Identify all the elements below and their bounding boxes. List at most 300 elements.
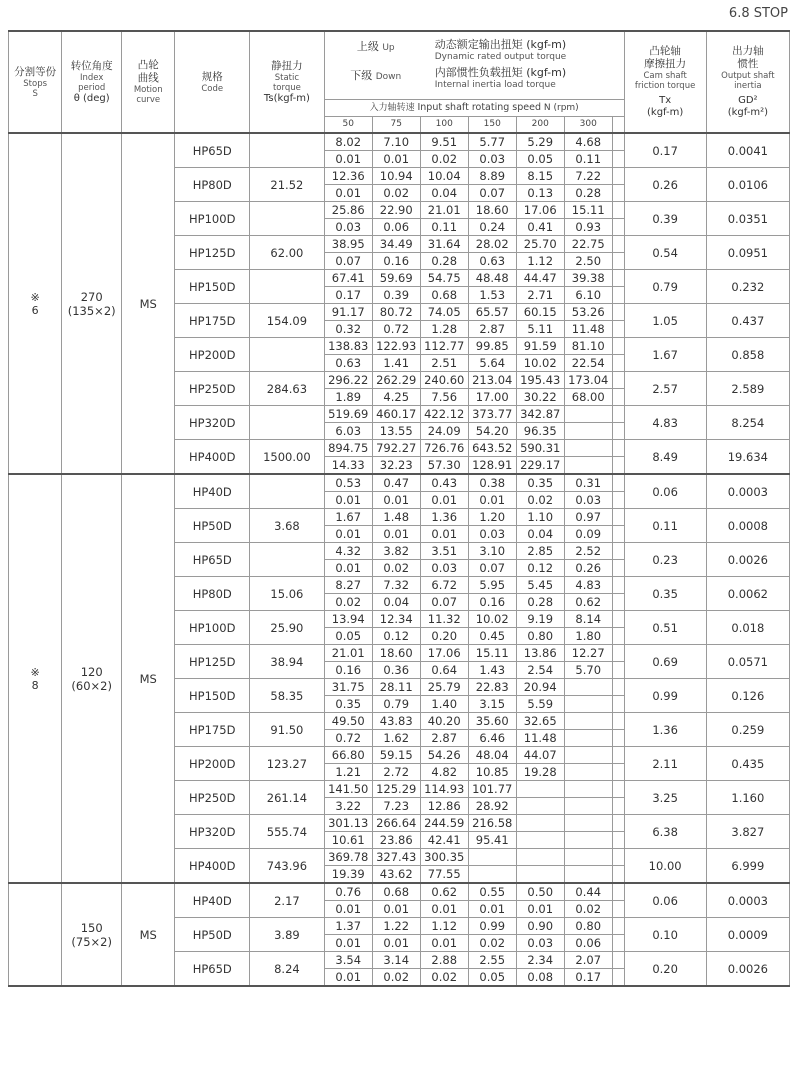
dynamic-torque-cell: 0.35 [516, 474, 564, 492]
dynamic-torque-cell: 6.72 [420, 577, 468, 594]
dynamic-torque-cell: 25.79 [420, 679, 468, 696]
code-cell: HP50D [175, 509, 250, 543]
dynamic-torque-cell: 20.94 [516, 679, 564, 696]
inertia-load-cell: 2.51 [420, 355, 468, 372]
output-inertia-cell: 2.589 [706, 372, 789, 406]
dynamic-torque-cell: 31.75 [324, 679, 372, 696]
inertia-load-cell: 2.72 [372, 764, 420, 781]
stops-value: 6 [31, 303, 39, 317]
output-inertia-cell: 0.0041 [706, 133, 789, 168]
inertia-load-cell: 0.03 [468, 151, 516, 168]
dynamic-torque-cell: 262.29 [372, 372, 420, 389]
inertia-load-cell: 0.02 [420, 151, 468, 168]
inertia-load-cell: 0.41 [516, 219, 564, 236]
friction-torque-cell: 0.26 [624, 168, 706, 202]
dynamic-torque-cell: 216.58 [468, 815, 516, 832]
dynamic-torque-cell: 53.26 [564, 304, 612, 321]
dynamic-torque-cell: 22.90 [372, 202, 420, 219]
dynamic-torque-cell [564, 440, 612, 457]
output-inertia-cell: 0.0003 [706, 474, 789, 509]
inertia-load-cell: 1.80 [564, 628, 612, 645]
speed-spacer [612, 116, 624, 133]
dynamic-torque-cell: 12.27 [564, 645, 612, 662]
inertia-load-cell: 1.43 [468, 662, 516, 679]
spacer-cell [612, 713, 624, 730]
inertia-load-cell: 2.50 [564, 253, 612, 270]
inertia-load-cell: 0.05 [324, 628, 372, 645]
inertia-load-cell: 0.62 [564, 594, 612, 611]
dynamic-torque-cell: 244.59 [420, 815, 468, 832]
angle-value: 120 [80, 664, 103, 679]
stops-cell [9, 883, 62, 986]
dynamic-torque-cell: 114.93 [420, 781, 468, 798]
dynamic-torque-cell: 39.38 [564, 270, 612, 287]
static-torque-cell: 123.27 [250, 747, 325, 781]
dynamic-torque-cell: 0.76 [324, 883, 372, 901]
dynamic-torque-cell: 0.38 [468, 474, 516, 492]
dynamic-torque-cell: 1.20 [468, 509, 516, 526]
inertia-load-cell: 1.53 [468, 287, 516, 304]
static-torque-cell: 21.52 [250, 168, 325, 202]
spacer-cell [612, 866, 624, 884]
inertia-load-cell: 128.91 [468, 457, 516, 475]
static-torque-cell [250, 270, 325, 304]
dynamic-torque-cell: 5.45 [516, 577, 564, 594]
inertia-load-cell: 43.62 [372, 866, 420, 884]
dynamic-torque-cell: 65.57 [468, 304, 516, 321]
inertia-load-cell: 95.41 [468, 832, 516, 849]
spacer-cell [612, 543, 624, 560]
dynamic-torque-cell [564, 406, 612, 423]
dynamic-torque-cell: 266.64 [372, 815, 420, 832]
angle-sub: (135×2) [67, 303, 116, 318]
dynamic-torque-cell: 38.95 [324, 236, 372, 253]
output-inertia-cell: 0.0003 [706, 883, 789, 918]
friction-torque-cell: 1.05 [624, 304, 706, 338]
dynamic-torque-cell: 2.34 [516, 952, 564, 969]
dynamic-torque-cell: 0.31 [564, 474, 612, 492]
code-cell: HP50D [175, 918, 250, 952]
static-torque-cell: 3.89 [250, 918, 325, 952]
code-cell: HP250D [175, 372, 250, 406]
inertia-load-cell: 0.02 [372, 969, 420, 987]
dynamic-torque-cell: 125.29 [372, 781, 420, 798]
table-row [9, 883, 790, 901]
code-cell: HP250D [175, 781, 250, 815]
dynamic-torque-cell: 22.75 [564, 236, 612, 253]
inertia-load-cell: 0.02 [468, 935, 516, 952]
spacer-cell [612, 133, 624, 151]
inertia-load-cell: 3.15 [468, 696, 516, 713]
table-row [9, 133, 790, 151]
inertia-load-cell: 1.21 [324, 764, 372, 781]
dynamic-torque-cell: 5.77 [468, 133, 516, 151]
dynamic-torque-cell: 35.60 [468, 713, 516, 730]
friction-torque-cell: 0.10 [624, 918, 706, 952]
dynamic-torque-cell: 54.75 [420, 270, 468, 287]
dynamic-torque-cell: 1.36 [420, 509, 468, 526]
output-inertia-cell: 19.634 [706, 440, 789, 475]
inertia-load-cell: 0.04 [516, 526, 564, 543]
static-torque-cell: 15.06 [250, 577, 325, 611]
inertia-load-cell: 0.68 [420, 287, 468, 304]
dynamic-torque-cell: 4.68 [564, 133, 612, 151]
inertia-load-cell: 0.01 [324, 969, 372, 987]
inertia-load-cell: 0.01 [372, 526, 420, 543]
inertia-load-cell: 0.17 [324, 287, 372, 304]
code-cell: HP200D [175, 338, 250, 372]
dynamic-torque-cell: 2.85 [516, 543, 564, 560]
friction-torque-cell: 10.00 [624, 849, 706, 884]
friction-torque-cell: 3.25 [624, 781, 706, 815]
angle-sub: (75×2) [71, 934, 112, 949]
dynamic-torque-cell: 0.47 [372, 474, 420, 492]
dynamic-torque-cell [516, 781, 564, 798]
inertia-load-cell: 0.01 [324, 151, 372, 168]
dynamic-torque-cell: 9.19 [516, 611, 564, 628]
inertia-load-cell: 68.00 [564, 389, 612, 406]
inertia-load-cell: 0.26 [564, 560, 612, 577]
inertia-load-cell: 23.86 [372, 832, 420, 849]
dynamic-torque-cell: 11.32 [420, 611, 468, 628]
inertia-load-cell: 0.02 [420, 969, 468, 987]
inertia-load-cell: 0.39 [372, 287, 420, 304]
speed-75: 75 [372, 116, 420, 133]
static-torque-cell [250, 543, 325, 577]
dynamic-torque-cell: 8.14 [564, 611, 612, 628]
spacer-cell [612, 628, 624, 645]
dynamic-torque-cell: 8.02 [324, 133, 372, 151]
static-torque-cell [250, 474, 325, 509]
dynamic-torque-cell: 48.48 [468, 270, 516, 287]
dynamic-torque-cell: 173.04 [564, 372, 612, 389]
inertia-load-cell: 0.16 [372, 253, 420, 270]
inertia-load-cell: 0.12 [516, 560, 564, 577]
header-input-speed: 入力轴转速 Input shaft rotating speed N (rpm) [324, 99, 624, 116]
dynamic-torque-cell: 792.27 [372, 440, 420, 457]
inertia-load-cell: 0.01 [468, 901, 516, 918]
inertia-load-cell: 0.20 [420, 628, 468, 645]
angle-sub: (60×2) [71, 678, 112, 693]
spacer-cell [612, 509, 624, 526]
spacer-cell [612, 798, 624, 815]
output-inertia-cell: 0.0026 [706, 543, 789, 577]
header-stops: 分割等份 Stops S [9, 31, 62, 133]
dynamic-torque-cell: 25.86 [324, 202, 372, 219]
output-inertia-cell: 0.018 [706, 611, 789, 645]
friction-torque-cell: 0.06 [624, 474, 706, 509]
dynamic-torque-cell: 22.83 [468, 679, 516, 696]
inertia-load-cell: 5.64 [468, 355, 516, 372]
inertia-load-cell: 0.01 [468, 492, 516, 509]
inertia-load-cell: 0.11 [420, 219, 468, 236]
inertia-load-cell: 11.48 [516, 730, 564, 747]
dynamic-torque-cell: 2.07 [564, 952, 612, 969]
spacer-cell [612, 270, 624, 287]
dynamic-torque-cell: 1.12 [420, 918, 468, 935]
code-cell: HP320D [175, 406, 250, 440]
code-cell: HP40D [175, 474, 250, 509]
spacer-cell [612, 474, 624, 492]
stops-cell [9, 133, 62, 474]
spacer-cell [612, 355, 624, 372]
index-period-cell [62, 883, 122, 986]
inertia-load-cell: 0.13 [516, 185, 564, 202]
dynamic-torque-cell: 373.77 [468, 406, 516, 423]
dynamic-torque-cell: 0.68 [372, 883, 420, 901]
friction-torque-cell: 2.57 [624, 372, 706, 406]
code-cell: HP400D [175, 849, 250, 884]
friction-torque-cell: 4.83 [624, 406, 706, 440]
code-cell: HP200D [175, 747, 250, 781]
dynamic-torque-cell: 122.93 [372, 338, 420, 355]
dynamic-torque-cell: 9.51 [420, 133, 468, 151]
spacer-cell [612, 594, 624, 611]
inertia-load-cell: 0.01 [324, 492, 372, 509]
spacer-cell [612, 440, 624, 457]
code-cell: HP100D [175, 611, 250, 645]
output-inertia-cell: 0.0026 [706, 952, 789, 987]
inertia-load-cell: 0.01 [372, 901, 420, 918]
inertia-load-cell: 77.55 [420, 866, 468, 884]
inertia-load-cell: 0.63 [324, 355, 372, 372]
output-inertia-cell: 0.435 [706, 747, 789, 781]
dynamic-torque-cell: 643.52 [468, 440, 516, 457]
dynamic-torque-cell: 0.99 [468, 918, 516, 935]
dynamic-torque-cell: 4.32 [324, 543, 372, 560]
code-cell: HP125D [175, 236, 250, 270]
friction-torque-cell: 0.35 [624, 577, 706, 611]
friction-torque-cell: 0.99 [624, 679, 706, 713]
inertia-load-cell: 54.20 [468, 423, 516, 440]
dynamic-torque-cell: 0.62 [420, 883, 468, 901]
inertia-load-cell [564, 730, 612, 747]
output-inertia-cell: 0.437 [706, 304, 789, 338]
dynamic-torque-cell [564, 713, 612, 730]
dynamic-torque-cell: 0.43 [420, 474, 468, 492]
inertia-load-cell: 2.54 [516, 662, 564, 679]
inertia-load-cell: 0.07 [420, 594, 468, 611]
inertia-load-cell: 1.12 [516, 253, 564, 270]
spacer-cell [612, 219, 624, 236]
inertia-load-cell: 17.00 [468, 389, 516, 406]
dynamic-torque-cell: 31.64 [420, 236, 468, 253]
spacer-cell [612, 815, 624, 832]
static-torque-cell: 261.14 [250, 781, 325, 815]
dynamic-torque-cell: 296.22 [324, 372, 372, 389]
inertia-load-cell [564, 866, 612, 884]
dynamic-torque-cell: 5.29 [516, 133, 564, 151]
spacer-cell [612, 526, 624, 543]
header-friction-torque: 凸轮轴 摩擦扭力 Cam shaft friction torque Tx (kgf-m) [624, 31, 706, 133]
static-torque-cell: 284.63 [250, 372, 325, 406]
dynamic-torque-cell: 80.72 [372, 304, 420, 321]
dynamic-torque-cell: 138.83 [324, 338, 372, 355]
inertia-load-cell: 0.01 [324, 901, 372, 918]
dynamic-torque-cell: 213.04 [468, 372, 516, 389]
spacer-cell [612, 492, 624, 509]
inertia-load-cell: 28.92 [468, 798, 516, 815]
code-cell: HP400D [175, 440, 250, 475]
dynamic-torque-cell: 342.87 [516, 406, 564, 423]
inertia-load-cell: 0.03 [324, 219, 372, 236]
inertia-load-cell: 10.85 [468, 764, 516, 781]
inertia-load-cell: 0.05 [468, 969, 516, 987]
output-inertia-cell: 1.160 [706, 781, 789, 815]
spacer-cell [612, 151, 624, 168]
dynamic-torque-cell [564, 849, 612, 866]
friction-torque-cell: 0.51 [624, 611, 706, 645]
dynamic-torque-cell: 8.27 [324, 577, 372, 594]
dynamic-torque-cell: 10.04 [420, 168, 468, 185]
inertia-load-cell: 0.72 [324, 730, 372, 747]
dynamic-torque-cell: 0.55 [468, 883, 516, 901]
dynamic-torque-cell: 17.06 [516, 202, 564, 219]
friction-torque-cell: 0.11 [624, 509, 706, 543]
friction-torque-cell: 0.54 [624, 236, 706, 270]
static-torque-cell: 91.50 [250, 713, 325, 747]
dynamic-torque-cell: 0.44 [564, 883, 612, 901]
inertia-load-cell: 0.24 [468, 219, 516, 236]
inertia-load-cell: 0.16 [468, 594, 516, 611]
inertia-load-cell: 24.09 [420, 423, 468, 440]
inertia-load-cell: 10.61 [324, 832, 372, 849]
static-torque-cell: 62.00 [250, 236, 325, 270]
dynamic-torque-cell: 13.86 [516, 645, 564, 662]
spacer-cell [612, 457, 624, 475]
dynamic-torque-cell: 91.17 [324, 304, 372, 321]
friction-torque-cell: 1.36 [624, 713, 706, 747]
spacer-cell [612, 662, 624, 679]
dynamic-torque-cell: 590.31 [516, 440, 564, 457]
dynamic-torque-cell: 54.26 [420, 747, 468, 764]
inertia-load-cell: 0.07 [468, 560, 516, 577]
dynamic-torque-cell: 240.60 [420, 372, 468, 389]
inertia-load-cell: 0.05 [516, 151, 564, 168]
dynamic-torque-cell: 1.10 [516, 509, 564, 526]
spacer-cell [612, 883, 624, 901]
header-motion-curve: 凸轮 曲线 Motion curve [122, 31, 175, 133]
dynamic-torque-cell: 3.54 [324, 952, 372, 969]
inertia-load-cell: 0.02 [372, 185, 420, 202]
static-torque-cell: 58.35 [250, 679, 325, 713]
inertia-load-cell: 32.23 [372, 457, 420, 475]
inertia-load-cell: 4.25 [372, 389, 420, 406]
dynamic-torque-cell [516, 815, 564, 832]
friction-torque-cell: 0.69 [624, 645, 706, 679]
spacer-cell [612, 304, 624, 321]
dynamic-torque-cell: 112.77 [420, 338, 468, 355]
inertia-load-cell: 0.08 [516, 969, 564, 987]
stops-value: 8 [31, 678, 39, 692]
inertia-load-cell: 1.40 [420, 696, 468, 713]
spacer-cell [612, 577, 624, 594]
friction-torque-cell: 2.11 [624, 747, 706, 781]
speed-50: 50 [324, 116, 372, 133]
inertia-load-cell: 19.39 [324, 866, 372, 884]
output-inertia-cell: 0.0351 [706, 202, 789, 236]
spacer-cell [612, 696, 624, 713]
dynamic-torque-cell: 0.97 [564, 509, 612, 526]
output-inertia-cell: 0.126 [706, 679, 789, 713]
dynamic-torque-cell: 0.50 [516, 883, 564, 901]
note-mark: ※ [30, 290, 40, 304]
inertia-load-cell: 0.16 [324, 662, 372, 679]
spacer-cell [612, 781, 624, 798]
dynamic-torque-cell: 48.04 [468, 747, 516, 764]
code-cell: HP175D [175, 304, 250, 338]
output-inertia-cell: 0.259 [706, 713, 789, 747]
output-inertia-cell: 0.858 [706, 338, 789, 372]
inertia-load-cell: 22.54 [564, 355, 612, 372]
dynamic-torque-cell: 3.10 [468, 543, 516, 560]
inertia-load-cell: 12.86 [420, 798, 468, 815]
dynamic-torque-cell: 894.75 [324, 440, 372, 457]
inertia-load-cell [564, 423, 612, 440]
index-period-cell [62, 133, 122, 474]
output-inertia-cell: 0.232 [706, 270, 789, 304]
dynamic-torque-cell: 10.02 [468, 611, 516, 628]
dynamic-torque-cell: 300.35 [420, 849, 468, 866]
dynamic-torque-cell: 1.37 [324, 918, 372, 935]
dynamic-torque-cell: 8.15 [516, 168, 564, 185]
dynamic-torque-cell: 0.90 [516, 918, 564, 935]
motion-curve-cell: MS [122, 883, 175, 986]
inertia-load-cell: 1.28 [420, 321, 468, 338]
header-static-torque: 静扭力 Static torque Ts(kgf-m) [250, 31, 325, 133]
dynamic-torque-cell: 44.47 [516, 270, 564, 287]
static-torque-cell: 1500.00 [250, 440, 325, 475]
stops-cell [9, 474, 62, 883]
friction-torque-cell: 1.67 [624, 338, 706, 372]
spacer-cell [612, 849, 624, 866]
inertia-load-cell: 0.17 [564, 969, 612, 987]
inertia-load-cell: 42.41 [420, 832, 468, 849]
inertia-load-cell: 0.35 [324, 696, 372, 713]
inertia-load-cell: 0.79 [372, 696, 420, 713]
spacer-cell [612, 952, 624, 969]
friction-torque-cell: 8.49 [624, 440, 706, 475]
friction-torque-cell: 0.06 [624, 883, 706, 918]
index-period-cell [62, 474, 122, 883]
dynamic-torque-cell: 21.01 [324, 645, 372, 662]
code-cell: HP175D [175, 713, 250, 747]
spacer-cell [612, 645, 624, 662]
dynamic-torque-cell: 5.95 [468, 577, 516, 594]
inertia-load-cell: 4.82 [420, 764, 468, 781]
inertia-load-cell: 11.48 [564, 321, 612, 338]
inertia-load-cell [564, 832, 612, 849]
spacer-cell [612, 389, 624, 406]
speed-300: 300 [564, 116, 612, 133]
inertia-load-cell: 5.11 [516, 321, 564, 338]
inertia-load-cell: 0.72 [372, 321, 420, 338]
inertia-load-cell [516, 866, 564, 884]
dynamic-torque-cell [468, 849, 516, 866]
spacer-cell [612, 253, 624, 270]
output-inertia-cell: 0.0951 [706, 236, 789, 270]
dynamic-torque-cell: 12.36 [324, 168, 372, 185]
inertia-load-cell: 0.01 [372, 492, 420, 509]
spacer-cell [612, 832, 624, 849]
code-cell: HP40D [175, 883, 250, 918]
dynamic-torque-cell: 49.50 [324, 713, 372, 730]
inertia-load-cell: 0.01 [516, 901, 564, 918]
inertia-load-cell: 229.17 [516, 457, 564, 475]
inertia-load-cell: 0.64 [420, 662, 468, 679]
inertia-load-cell: 0.01 [324, 526, 372, 543]
static-torque-cell: 154.09 [250, 304, 325, 338]
